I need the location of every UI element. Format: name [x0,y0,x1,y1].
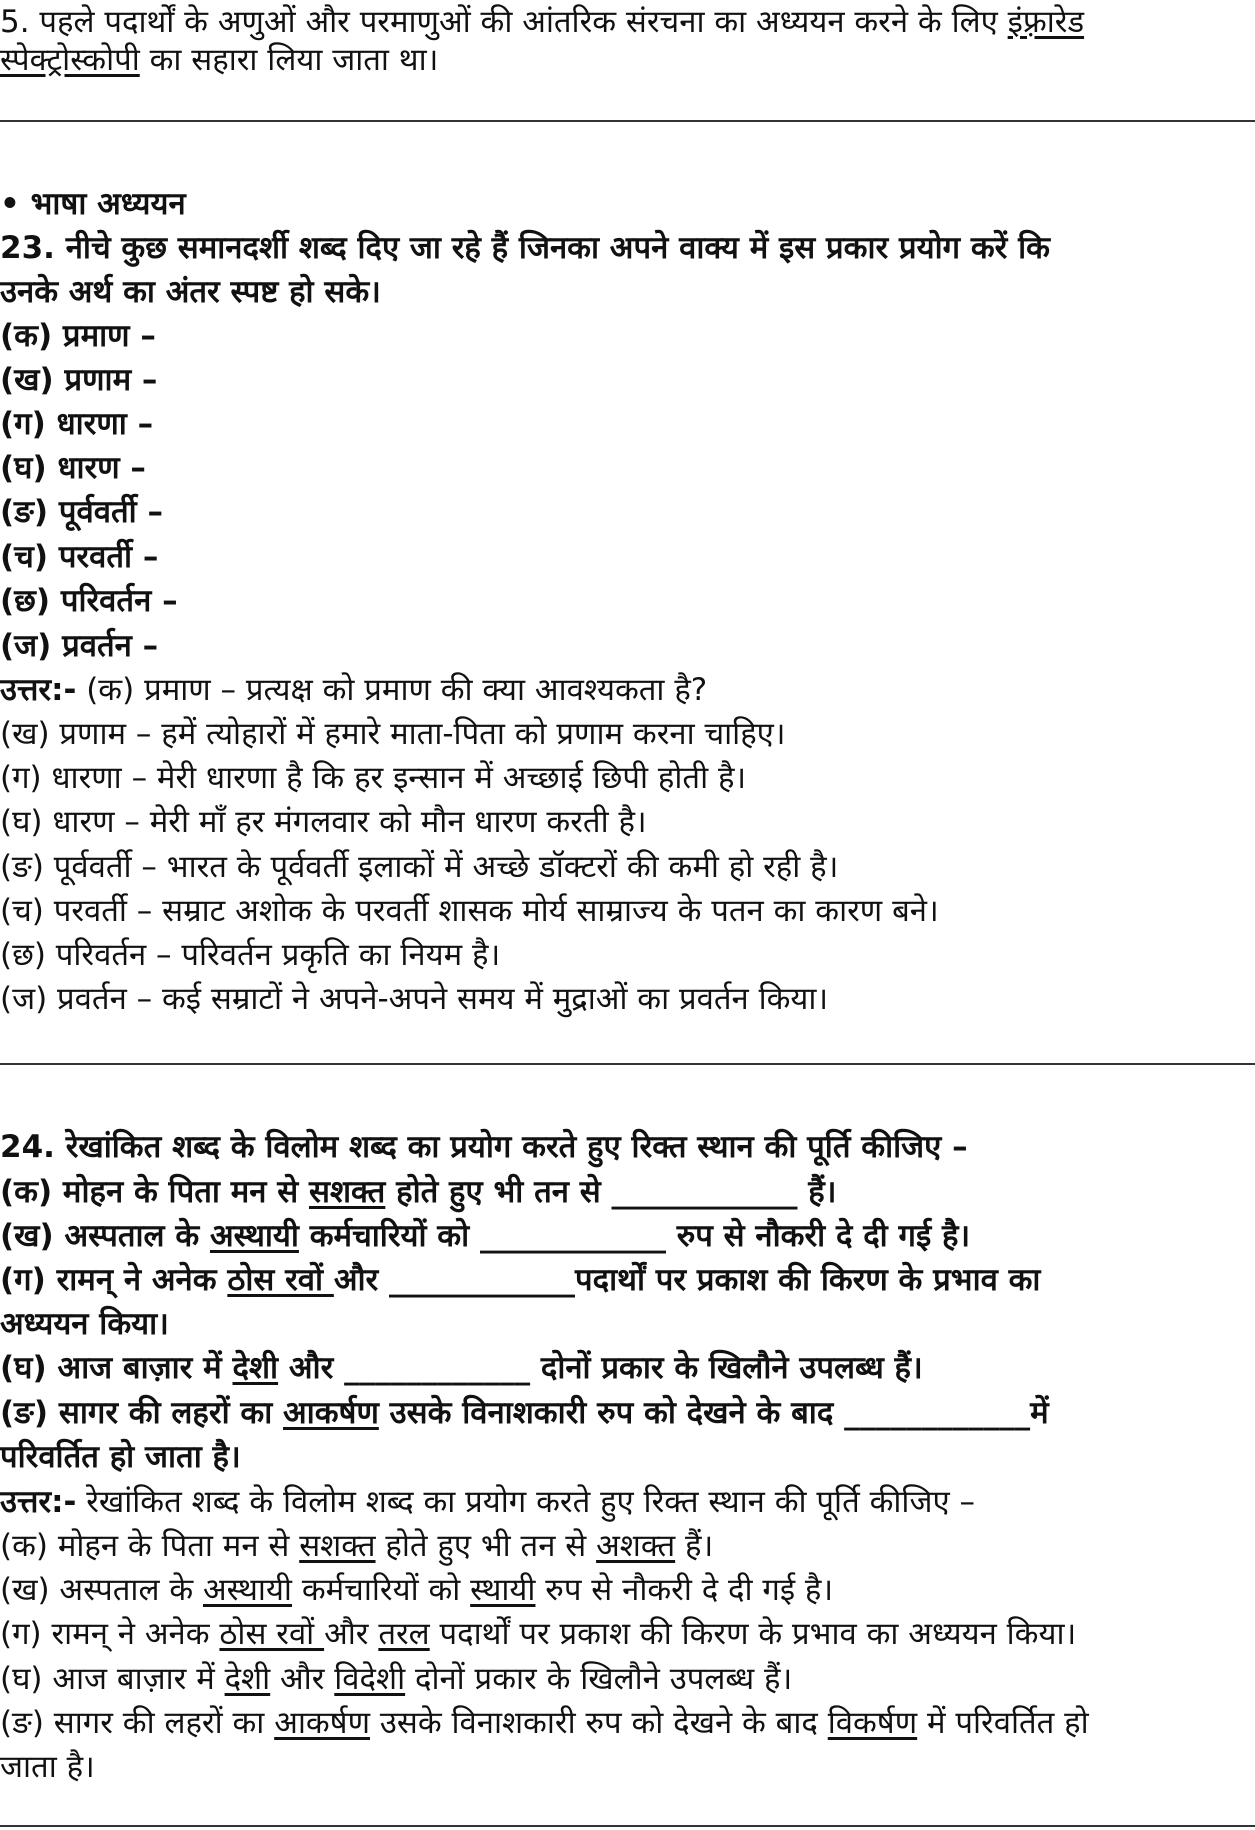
q23-answer-line: (घ) धारण – मेरी माँ हर मंगलवार को मौन धारण करती है। [0,804,647,840]
item5-text: का सहारा लिया जाता था। [139,42,439,78]
underlined-term: अस्थायी [202,1572,292,1608]
q23-item: (छ) परिवर्तन – [0,583,178,619]
q24-item-ga-line2: अध्ययन किया। [0,1306,169,1342]
q24-item-ka: (क) मोहन के पिता मन से सशक्त होते हुए भी तन से ____________ हैं। [0,1170,1250,1214]
underlined-term: देशी [224,1661,271,1697]
q24-item-ga: (ग) रामन् ने अनेक ठोस रवों और ____________पदार्थों पर प्रकाश की किरण के प्रभाव का [0,1258,1250,1302]
fill-blank: ____________ [344,1350,531,1386]
underlined-answer: स्थायी [470,1572,536,1608]
underlined-term: इंफ़्रारेड [1007,4,1085,40]
q23-answer-line: (च) परवर्ती – सम्राट अशोक के परवर्ती शासक मोर्य साम्राज्य के पतन का कारण बने। [0,893,939,929]
underlined-answer: अशक्त [596,1528,676,1564]
q23-title-line2: उनके अर्थ का अंतर स्पष्ट हो सके। [0,274,381,310]
underlined-term: आकर्षण [274,1705,371,1741]
q24-item-gha: (घ) आज बाज़ार में देशी और ____________ दोनों प्रकार के खिलौने उपलब्ध हैं। [0,1346,1250,1390]
underlined-answer: विकर्षण [827,1705,918,1741]
q24-item-nga-line2: परिवर्तित हो जाता है। [0,1439,241,1475]
q24-answer-ka: (क) मोहन के पिता मन से सशक्त होते हुए भी तन से अशक्त हैं। [0,1528,714,1564]
underlined-term: ठोस रवों [219,1616,325,1652]
q24-answer-nga: (ङ) सागर की लहरों का आकर्षण उसके विनाशकारी रुप को देखने के बाद विकर्षण में परिवर्तित हो [0,1705,1089,1741]
q23-item: (ङ) पूर्ववर्ती – [0,494,163,530]
item5-text: 5. पहले पदार्थों के अणुओं और परमाणुओं की आंतरिक संरचना का अध्ययन करने के लिए [0,4,1008,40]
divider [0,1825,1255,1827]
answer-text: रेखांकित शब्द के विलोम शब्द का प्रयोग करते हुए रिक्त स्थान की पूर्ति कीजिए – [76,1484,975,1520]
underlined-term: अस्थायी [209,1218,299,1254]
fill-blank: ____________ [479,1218,666,1254]
q23-title-line1: 23. नीचे कुछ समानदर्शी शब्द दिए जा रहे हैं जिनका अपने वाक्य में इस प्रकार प्रयोग करें कि [0,230,1050,266]
q24-item-kha: (ख) अस्पताल के अस्थायी कर्मचारियों को ____________ रुप से नौकरी दे दी गई है। [0,1214,1250,1258]
q23-item: (ग) धारणा – [0,406,154,442]
q24-item-nga: (ङ) सागर की लहरों का आकर्षण उसके विनाशकारी रुप को देखने के बाद ____________में [0,1391,1250,1435]
q24-title: 24. रेखांकित शब्द के विलोम शब्द का प्रयोग करते हुए रिक्त स्थान की पूर्ति कीजिए – [0,1129,968,1165]
underlined-answer: विदेशी [334,1661,406,1697]
section-heading: • भाषा अध्ययन [0,186,186,222]
q23-item: (क) प्रमाण – [0,318,156,354]
q24-answer-intro [0,1480,1250,1524]
divider [0,1063,1255,1065]
answer-label: उत्तर:- [0,1484,77,1520]
q24-answer-ga: (ग) रामन् ने अनेक ठोस रवों और तरल पदार्थों पर प्रकाश की किरण के प्रभाव का अध्ययन किया। [0,1616,1077,1652]
underlined-term: आकर्षण [283,1395,379,1431]
divider [0,120,1255,122]
q23-item: (च) परवर्ती – [0,539,159,575]
underlined-term: ठोस रवों [227,1262,334,1298]
q24-answer-gha: (घ) आज बाज़ार में देशी और विदेशी दोनों प्रकार के खिलौने उपलब्ध हैं। [0,1661,793,1697]
q23-answer-line: (ख) प्रणाम – हमें त्योहारों में हमारे माता-पिता को प्रणाम करना चाहिए। [0,716,786,752]
q24-answer-nga-line2: जाता है। [0,1749,95,1785]
q23-item: (घ) धारण – [0,450,146,486]
q24-answer-kha: (ख) अस्पताल के अस्थायी कर्मचारियों को स्थायी रुप से नौकरी दे दी गई है। [0,1572,834,1608]
q23-item: (ज) प्रवर्तन – [0,628,159,664]
q23-item: (ख) प्रणाम – [0,362,158,398]
underlined-answer: तरल [378,1616,430,1652]
underlined-term: सशक्त [308,1174,386,1210]
underlined-term: स्पेक्ट्रोस्कोपी [0,42,140,78]
q23-answer-line [0,668,1250,712]
item5-line2 [0,38,1250,82]
answer-text: (क) प्रमाण – प्रत्यक्ष को प्रमाण की क्या आवश्यकता है? [76,672,708,708]
q23-answer-line: (ग) धारणा – मेरी धारणा है कि हर इन्सान में अच्छाई छिपी होती है। [0,760,747,796]
q23-answer-line: (ज) प्रवर्तन – कई सम्राटों ने अपने-अपने समय में मुद्राओं का प्रवर्तन किया। [0,981,829,1017]
fill-blank: ____________ [844,1395,1031,1431]
q23-answer-line: (ङ) पूर्ववर्ती – भारत के पूर्ववर्ती इलाकों में अच्छे डॉक्टरों की कमी हो रही है। [0,849,839,885]
fill-blank: ____________ [389,1262,576,1298]
answer-label: उत्तर:- [0,672,77,708]
q23-answer-line: (छ) परिवर्तन – परिवर्तन प्रकृति का नियम है। [0,937,501,973]
fill-blank: ____________ [611,1174,798,1210]
underlined-term: देशी [232,1350,279,1386]
underlined-term: सशक्त [299,1528,376,1564]
